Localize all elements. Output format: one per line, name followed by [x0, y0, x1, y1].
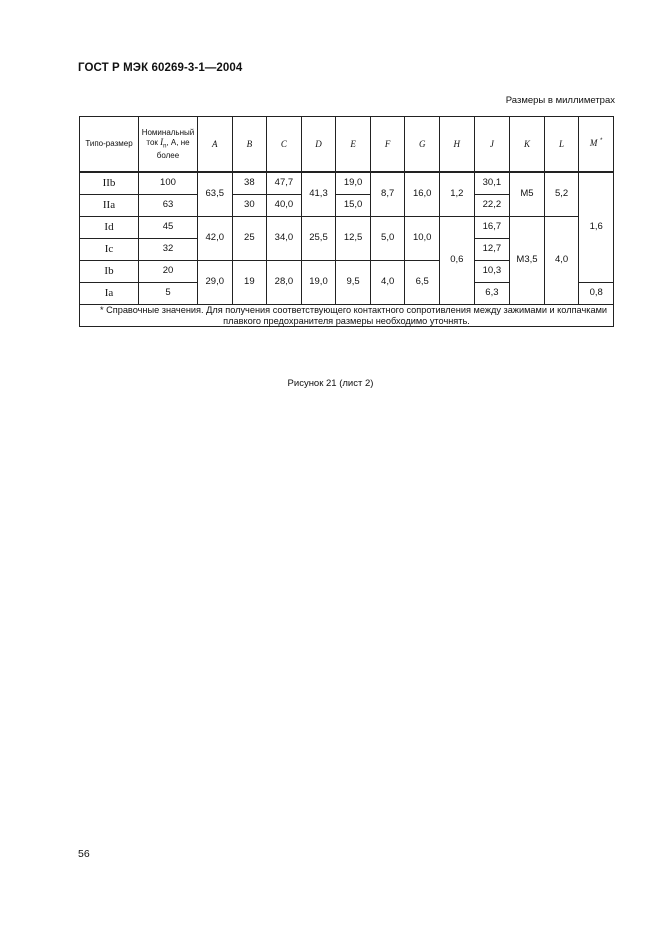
cell-a-merged: 63,5 — [197, 172, 232, 217]
units-note: Размеры в миллиметрах — [505, 95, 615, 106]
cell-d-merged: 19,0 — [301, 261, 336, 305]
cell-d-merged: 25,5 — [301, 217, 336, 261]
cell-j: 16,7 — [474, 217, 510, 239]
cell-l-merged: 4,0 — [544, 217, 579, 305]
table-footnote-row — [80, 305, 614, 327]
table-header-row — [80, 117, 614, 173]
cell-current: 20 — [138, 261, 197, 283]
cell-a-merged: 29,0 — [197, 261, 232, 305]
header-dim-c: C — [267, 117, 302, 173]
cell-e: 19,0 — [336, 172, 371, 195]
cell-l-merged: 5,2 — [544, 172, 579, 217]
header-current-prefix: Номинальный ток — [141, 128, 195, 148]
cell-current: 45 — [138, 217, 197, 239]
cell-current: 100 — [138, 172, 197, 195]
cell-j: 12,7 — [474, 239, 510, 261]
cell-h-merged: 0,6 — [440, 217, 475, 305]
cell-k-merged: M5 — [510, 172, 545, 217]
header-dim-e: E — [336, 117, 371, 173]
cell-j: 10,3 — [474, 261, 510, 283]
cell-g-merged: 16,0 — [405, 172, 440, 217]
table-row — [80, 217, 614, 239]
cell-e: 15,0 — [336, 195, 371, 217]
cell-g-merged: 10,0 — [405, 217, 440, 261]
cell-type: Id — [80, 217, 139, 239]
cell-e-merged: 12,5 — [336, 217, 371, 261]
header-dim-f: F — [370, 117, 405, 173]
header-dim-h: H — [440, 117, 475, 173]
header-dim-d: D — [301, 117, 336, 173]
table-row — [80, 172, 614, 195]
cell-e-merged: 9,5 — [336, 261, 371, 305]
cell-type: Ib — [80, 261, 139, 283]
cell-type: IIa — [80, 195, 139, 217]
cell-current: 63 — [138, 195, 197, 217]
cell-f-merged: 4,0 — [370, 261, 405, 305]
header-dim-j: J — [474, 117, 510, 173]
page-number: 56 — [78, 848, 90, 860]
cell-d-merged: 41,3 — [301, 172, 336, 217]
header-dim-l: L — [544, 117, 579, 173]
cell-h-merged: 1,2 — [440, 172, 475, 217]
cell-a-merged: 42,0 — [197, 217, 232, 261]
cell-type: IIb — [80, 172, 139, 195]
figure-caption: Рисунок 21 (лист 2) — [287, 378, 374, 389]
cell-b-merged: 19 — [232, 261, 267, 305]
dimensions-table — [79, 116, 614, 327]
cell-k-merged: M3,5 — [510, 217, 545, 305]
header-type: Типо-размер — [80, 117, 139, 173]
cell-m-merged: 1,6 — [579, 172, 614, 283]
cell-b: 30 — [232, 195, 267, 217]
cell-type: Ic — [80, 239, 139, 261]
cell-j: 22,2 — [474, 195, 510, 217]
cell-current: 5 — [138, 283, 197, 305]
header-current-suffix: , А, не более — [156, 138, 190, 160]
header-dim-a: A — [197, 117, 232, 173]
cell-j: 30,1 — [474, 172, 510, 195]
document-header: ГОСТ Р МЭК 60269-3-1—2004 — [78, 62, 243, 74]
cell-type: Ia — [80, 283, 139, 305]
cell-f-merged: 8,7 — [370, 172, 405, 217]
cell-c: 47,7 — [267, 172, 302, 195]
header-dim-m-letter: M — [589, 138, 598, 149]
header-dim-m — [579, 117, 614, 173]
cell-b: 38 — [232, 172, 267, 195]
cell-current: 32 — [138, 239, 197, 261]
cell-b-merged: 25 — [232, 217, 267, 261]
cell-m: 0,8 — [579, 283, 614, 305]
cell-c-merged: 34,0 — [267, 217, 302, 261]
table-footnote: * Справочные значения. Для получения соответствующего контактного сопротивления между зажимами и колпачками плавкого предохранителя размеры необходимо уточнять. — [80, 305, 614, 327]
header-current-symbol: I — [160, 137, 164, 148]
header-current-sub: n — [163, 143, 167, 150]
cell-g-merged: 6,5 — [405, 261, 440, 305]
cell-j: 6,3 — [474, 283, 510, 305]
header-dim-b: B — [232, 117, 267, 173]
header-dim-g: G — [405, 117, 440, 173]
cell-c: 40,0 — [267, 195, 302, 217]
cell-c-merged: 28,0 — [267, 261, 302, 305]
header-dim-m-asterisk: * — [600, 137, 603, 144]
cell-f-merged: 5,0 — [370, 217, 405, 261]
header-dim-k: K — [510, 117, 545, 173]
header-rated-current — [138, 117, 197, 173]
